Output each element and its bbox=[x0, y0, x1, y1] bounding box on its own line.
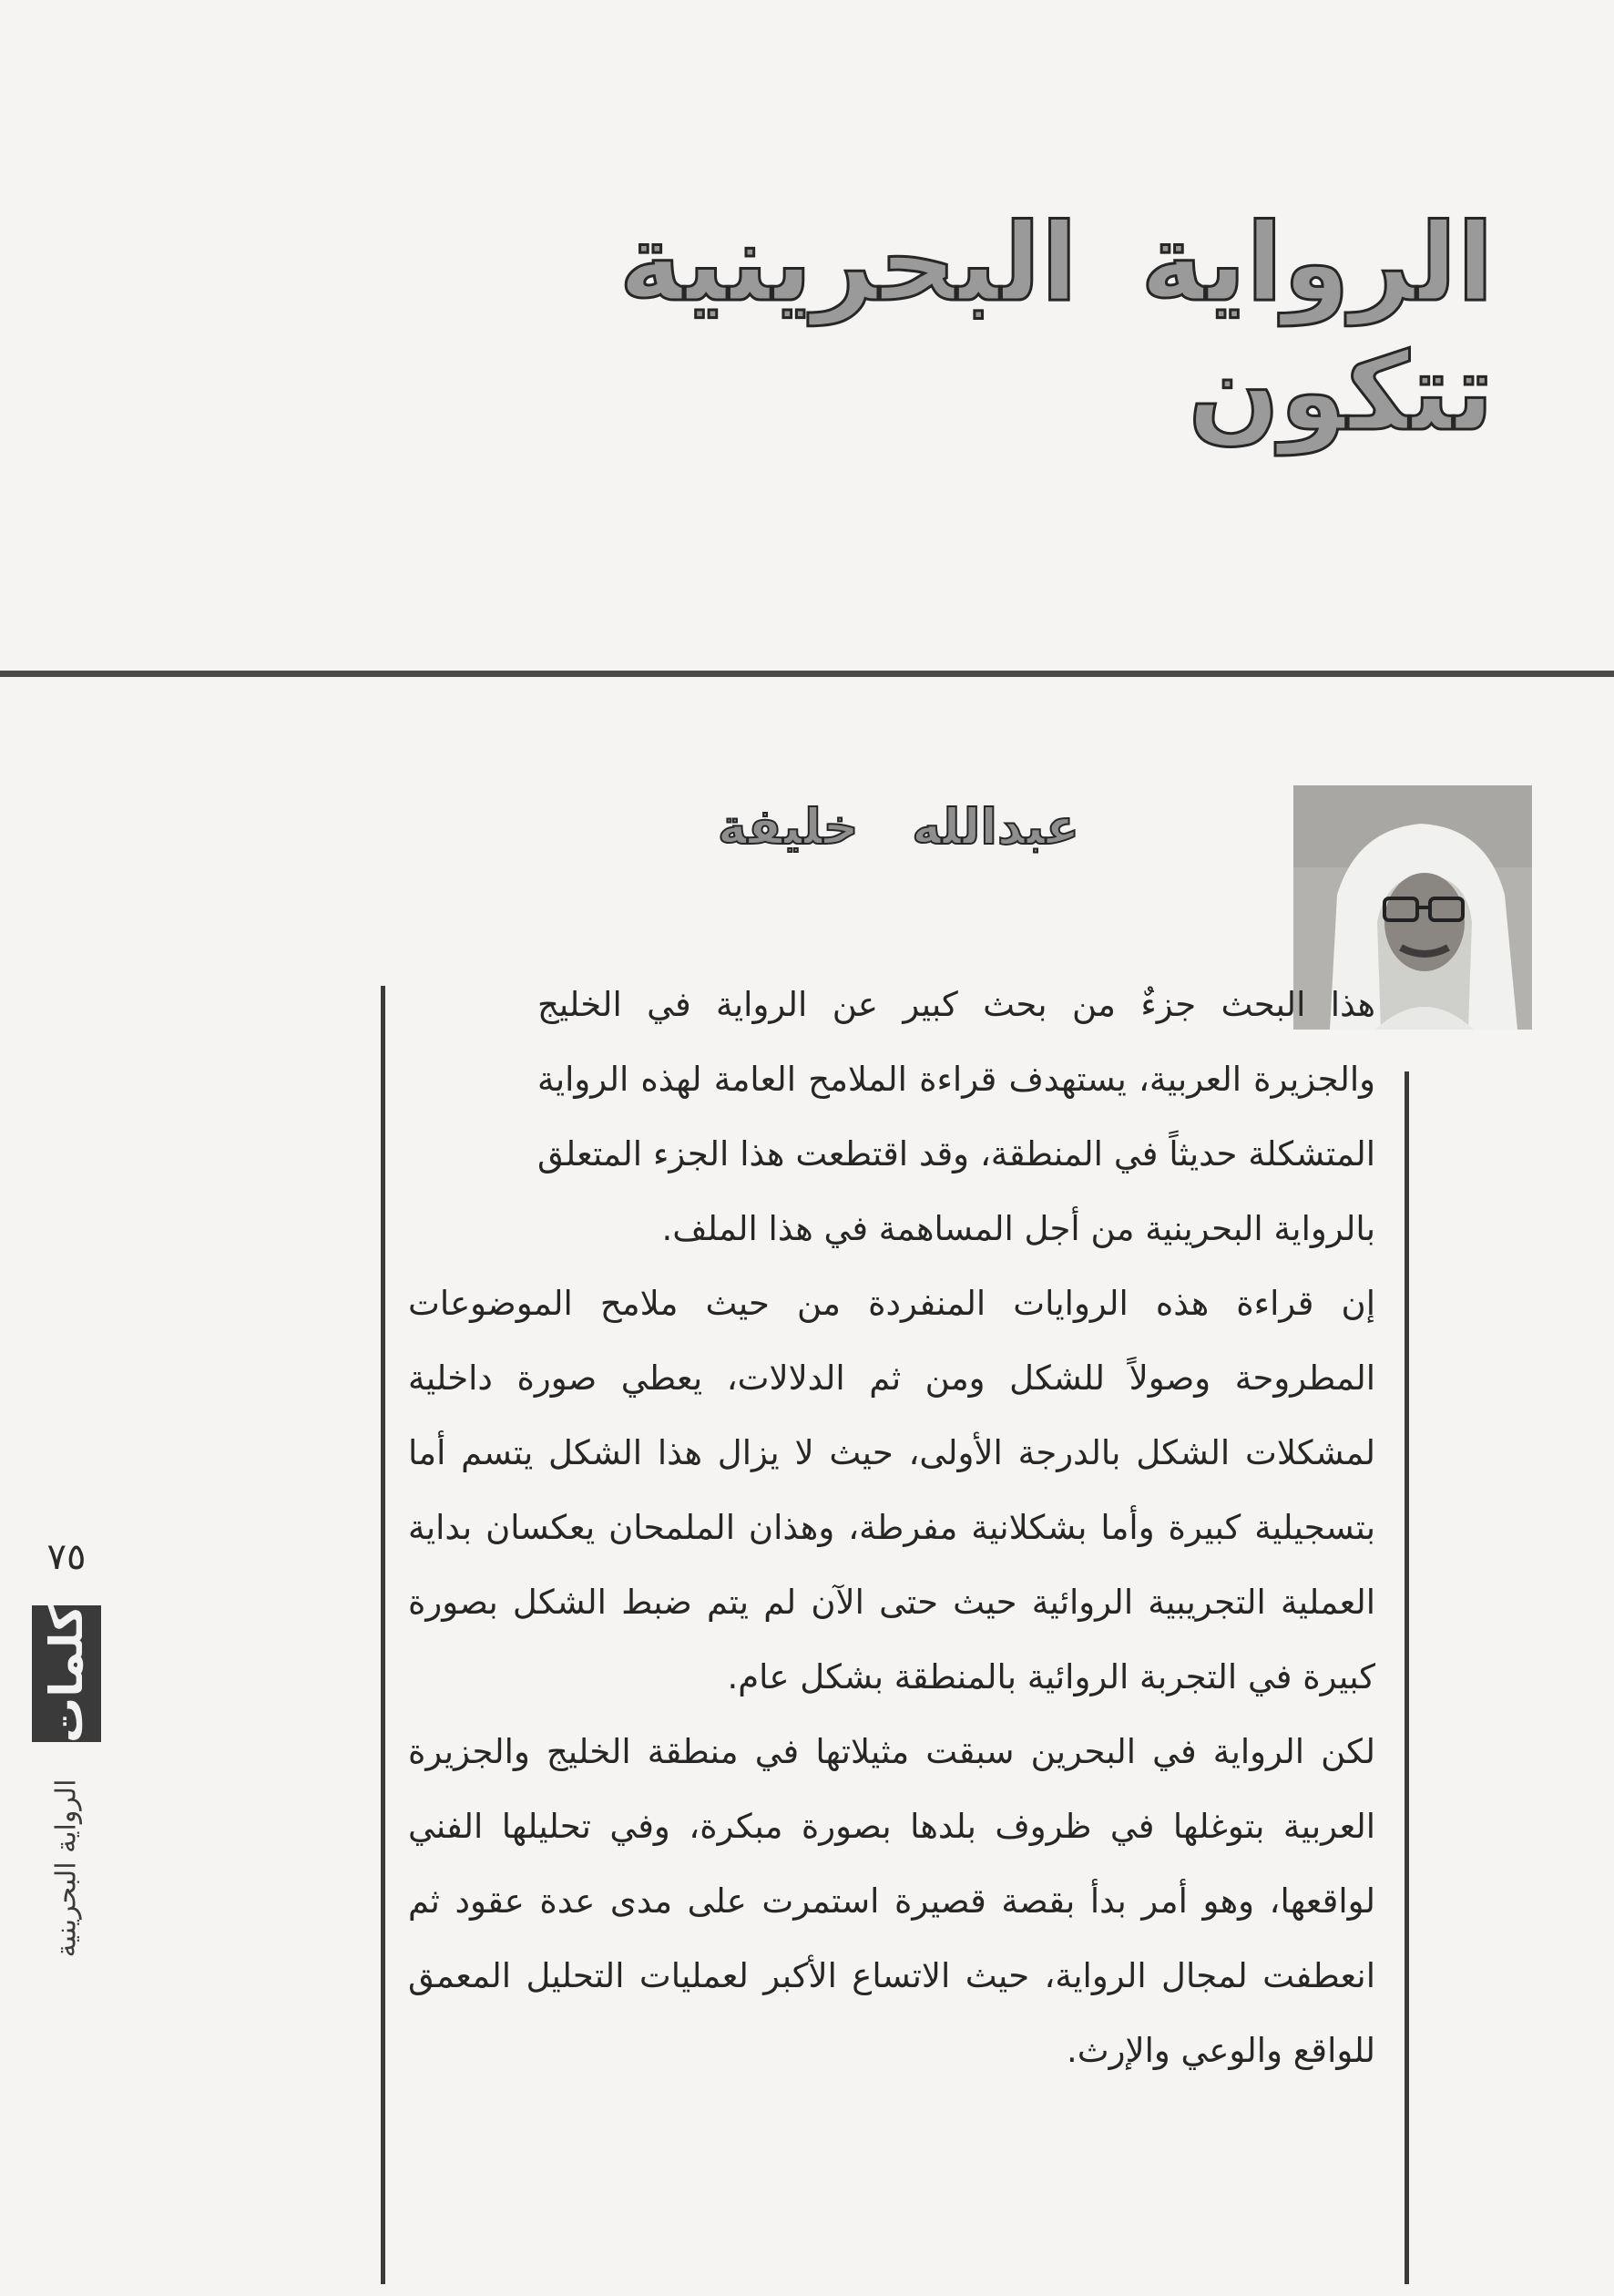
magazine-name-tab bbox=[32, 1605, 101, 1742]
column-rule-right bbox=[1405, 1071, 1409, 2284]
title-divider bbox=[0, 671, 1614, 677]
page-number: ٧٥ bbox=[46, 1536, 87, 1578]
paragraph: إن قراءة هذه الروايات المنفردة من حيث ملامح الموضوعات المطروحة وصولاً للشكل ومن ثم الدلالات، يعطي صورة داخلية لمشكلات الشكل بالدرجة الأولى، حيث لا يزال هذا الشكل يتسم أما بتسجيلية كبيرة وأما بشكلانية مفرطة، وهذان الملمحان يعكسان بداية العملية التجريبية الروائية حيث حتى الآن لم يتم ضبط الشكل بصورة كبيرة في التجربة الروائية بالمنطقة بشكل عام. bbox=[408, 1284, 1375, 1696]
magazine-name: كلمات bbox=[40, 1604, 93, 1744]
section-label bbox=[36, 1754, 97, 1982]
author-name: عبدالله خليفة bbox=[717, 798, 1079, 856]
section-name: الرواية البحرينية bbox=[50, 1778, 83, 1957]
column-rule-left bbox=[381, 986, 385, 2284]
paragraph: لكن الرواية في البحرين سبقت مثيلاتها في منطقة الخليج والجزيرة العربية بتوغلها في ظروف بلدها بصورة مبكرة، وفي تحليلها الفني لواقعها، وهو أمر بدأ بقصة قصيرة استمرت على مدى عدة عقود ثم انعطفت لمجال الرواية، حيث الاتساع الأكبر لعمليات التحليل المعمق للواقع والوعي والإرث. bbox=[408, 1732, 1375, 2070]
article-title: الرواية البحرينية تتكون bbox=[618, 200, 1494, 455]
paragraph: هذا البحث جزءٌ من بحث كبير عن الرواية في الخليج والجزيرة العربية، يستهدف قراءة الملامح العامة لهذه الرواية المتشكلة حديثاً في المنطقة، وقد اقتطعت هذا الجزء المتعلق بالرواية البحرينية من أجل المساهمة في هذا الملف. bbox=[537, 985, 1375, 1248]
article-body bbox=[408, 968, 1375, 2088]
